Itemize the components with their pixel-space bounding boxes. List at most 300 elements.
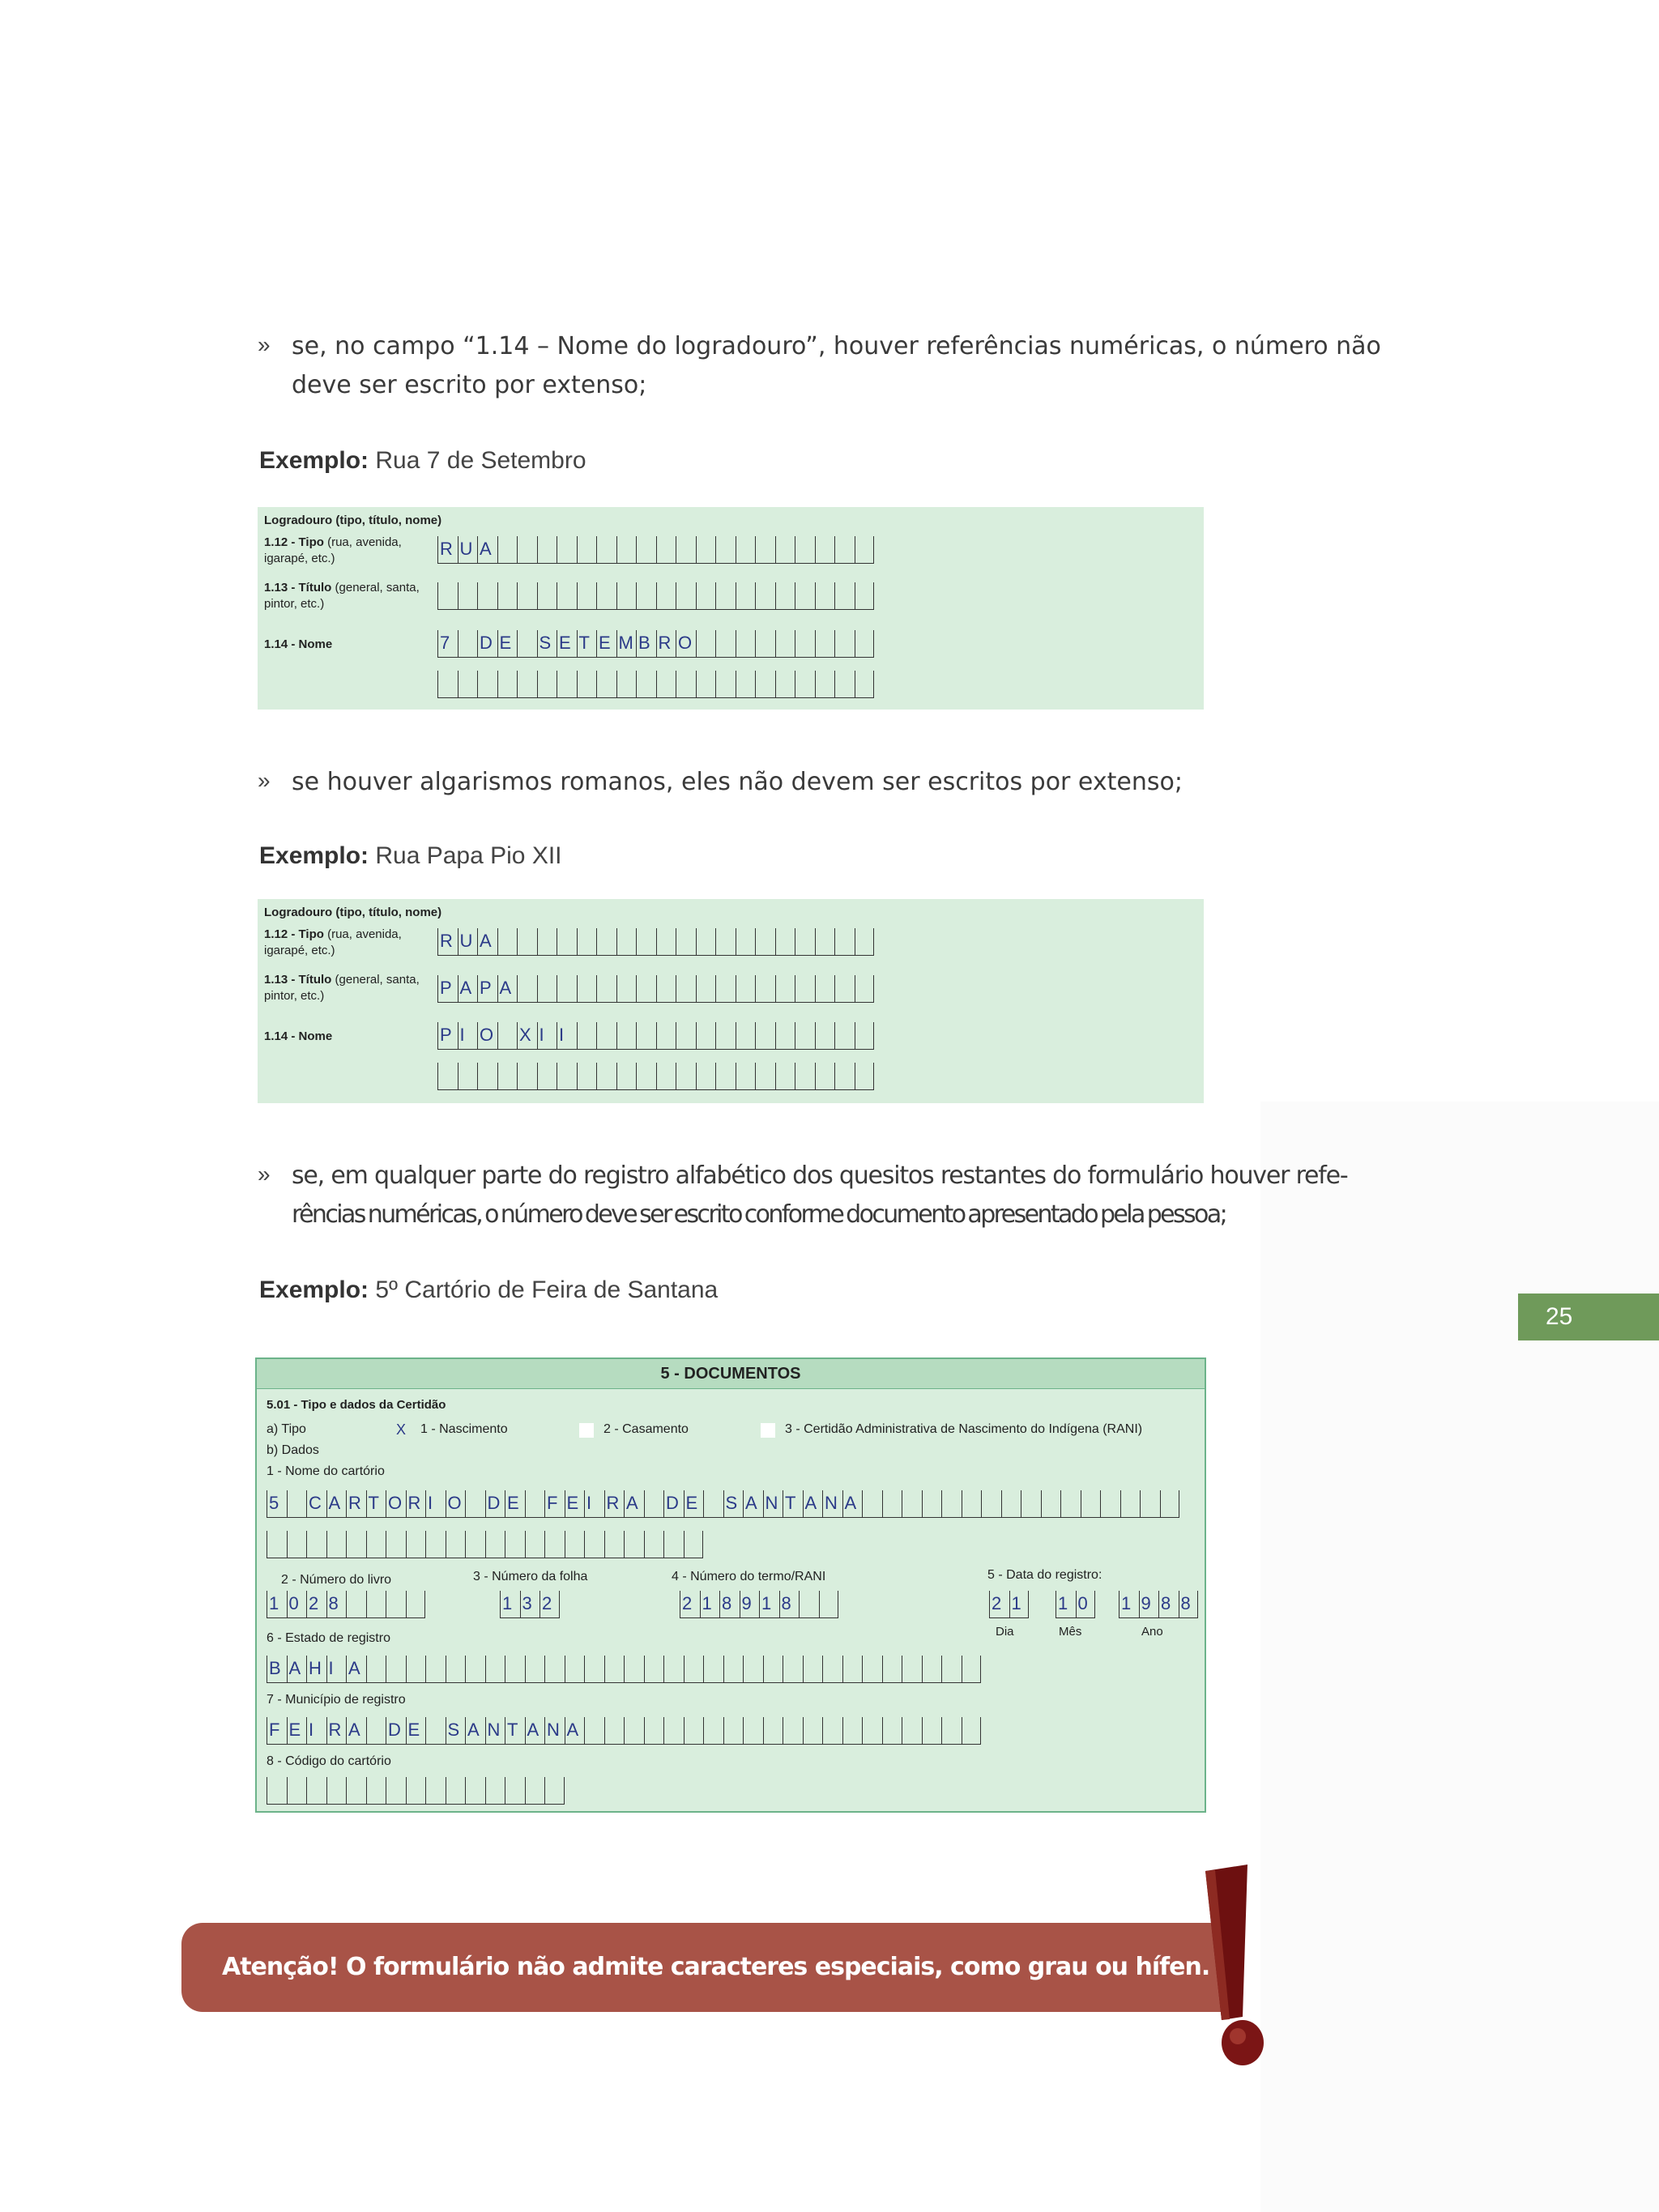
char-cell <box>775 1022 795 1050</box>
char-cell <box>815 536 835 564</box>
char-cell <box>736 536 756 564</box>
char-cell <box>676 928 696 956</box>
char-cell <box>458 671 478 698</box>
char-cell <box>346 1777 366 1805</box>
char-cell: A <box>458 975 478 1003</box>
example-2 <box>259 842 562 870</box>
char-cell <box>525 1531 545 1558</box>
form-2-titulo-field[interactable] <box>437 975 874 1003</box>
char-cell <box>624 1656 644 1683</box>
char-cell: R <box>406 1490 426 1518</box>
char-cell: D <box>386 1717 406 1745</box>
char-cell: I <box>537 1022 557 1050</box>
page-number: 25 <box>1518 1294 1659 1340</box>
char-cell <box>537 928 557 956</box>
char-cell: A <box>477 928 497 956</box>
form-1-tipo-field[interactable] <box>437 536 874 564</box>
folha-field[interactable] <box>500 1591 560 1618</box>
form-1-nome-field-1[interactable] <box>437 630 874 658</box>
char-cell <box>544 1777 565 1805</box>
char-cell: E <box>287 1717 307 1745</box>
char-cell: P <box>437 1022 458 1050</box>
char-cell: 1 <box>700 1591 720 1618</box>
char-cell <box>676 536 696 564</box>
char-cell <box>636 671 656 698</box>
char-cell <box>902 1490 922 1518</box>
char-cell <box>815 1063 835 1090</box>
char-cell <box>1081 1490 1101 1518</box>
char-cell <box>922 1490 942 1518</box>
char-cell <box>834 536 855 564</box>
char-cell <box>783 1656 803 1683</box>
mes-field[interactable] <box>1056 1591 1095 1618</box>
char-cell <box>517 928 537 956</box>
char-cell <box>497 582 518 610</box>
municipio-label: 7 - Município de registro <box>267 1693 406 1707</box>
char-cell: E <box>557 630 577 658</box>
form-1-titulo-label: 1.13 - Título (general, santa, pintor, etc.) <box>264 581 420 611</box>
char-cell <box>525 1777 545 1805</box>
char-cell <box>517 582 537 610</box>
char-cell <box>656 928 676 956</box>
char-cell <box>557 582 577 610</box>
char-cell: R <box>437 536 458 564</box>
char-cell: E <box>505 1490 525 1518</box>
char-cell <box>862 1490 882 1518</box>
char-cell <box>696 1022 716 1050</box>
char-cell: S <box>723 1490 744 1518</box>
char-cell <box>497 928 518 956</box>
char-cell <box>715 1063 736 1090</box>
cartorio-field-1[interactable] <box>267 1490 1179 1518</box>
char-cell <box>795 671 815 698</box>
char-cell <box>287 1777 307 1805</box>
char-cell <box>366 1531 386 1558</box>
page-edge-shade <box>1260 1102 1659 2212</box>
char-cell: F <box>267 1717 287 1745</box>
char-cell <box>517 975 537 1003</box>
opt-rani: 3 - Certidão Administrativa de Nascimento do Indígena (RANI) <box>785 1422 1143 1436</box>
char-cell: A <box>287 1656 307 1683</box>
char-cell <box>775 582 795 610</box>
char-cell <box>326 1777 347 1805</box>
char-cell <box>386 1531 406 1558</box>
char-cell <box>557 975 577 1003</box>
char-cell <box>425 1717 446 1745</box>
char-cell: 7 <box>437 630 458 658</box>
form-2-tipo-field[interactable] <box>437 928 874 956</box>
char-cell: A <box>743 1490 763 1518</box>
data-label: 5 - Data do registro: <box>987 1568 1102 1582</box>
char-cell: 1 <box>759 1591 779 1618</box>
char-cell <box>267 1531 287 1558</box>
char-cell <box>715 582 736 610</box>
char-cell <box>703 1490 723 1518</box>
char-cell <box>517 536 537 564</box>
termo-field[interactable] <box>680 1591 838 1618</box>
char-cell: F <box>544 1490 565 1518</box>
char-cell <box>465 1531 485 1558</box>
char-cell: T <box>366 1490 386 1518</box>
char-cell <box>736 582 756 610</box>
form-1-header: Logradouro (tipo, título, nome) <box>264 514 442 527</box>
char-cell <box>525 1656 545 1683</box>
dia-field[interactable] <box>989 1591 1029 1618</box>
char-cell <box>437 582 458 610</box>
char-cell <box>755 630 775 658</box>
form-1-nome-field-2[interactable] <box>437 671 874 698</box>
example-3-label: Exemplo: <box>259 1276 369 1303</box>
char-cell <box>525 1490 545 1518</box>
char-cell: O <box>386 1490 406 1518</box>
char-cell <box>795 1022 815 1050</box>
char-cell: U <box>458 928 478 956</box>
char-cell <box>1021 1490 1041 1518</box>
char-cell <box>656 582 676 610</box>
char-cell: N <box>485 1717 505 1745</box>
char-cell <box>799 1591 819 1618</box>
char-cell: I <box>557 1022 577 1050</box>
char-cell <box>815 975 835 1003</box>
char-cell <box>696 536 716 564</box>
char-cell: N <box>763 1490 783 1518</box>
char-cell <box>676 975 696 1003</box>
paragraph-1-line-2: deve ser escrito por extenso; <box>292 371 647 399</box>
exclamation-icon <box>1191 1863 1288 2075</box>
example-3 <box>259 1276 718 1304</box>
char-cell <box>366 1656 386 1683</box>
char-cell: I <box>425 1490 446 1518</box>
char-cell <box>902 1717 922 1745</box>
char-cell: A <box>497 975 518 1003</box>
char-cell <box>822 1656 842 1683</box>
char-cell <box>684 1717 704 1745</box>
char-cell <box>616 928 637 956</box>
char-cell: R <box>346 1490 366 1518</box>
char-cell <box>822 1717 842 1745</box>
char-cell: X <box>517 1022 537 1050</box>
bullet-3: » <box>258 1161 271 1187</box>
char-cell <box>557 1063 577 1090</box>
char-cell <box>676 1063 696 1090</box>
char-cell <box>723 1656 744 1683</box>
char-cell <box>577 1063 597 1090</box>
char-cell: N <box>822 1490 842 1518</box>
char-cell <box>656 536 676 564</box>
char-cell <box>703 1656 723 1683</box>
char-cell: T <box>505 1717 525 1745</box>
char-cell <box>616 582 637 610</box>
char-cell: 1 <box>1119 1591 1139 1618</box>
char-cell: 1 <box>1056 1591 1076 1618</box>
char-cell <box>485 1777 505 1805</box>
char-cell <box>962 1490 982 1518</box>
char-cell <box>584 1656 604 1683</box>
char-cell: 1 <box>1009 1591 1030 1618</box>
char-cell: I <box>306 1717 326 1745</box>
char-cell: D <box>477 630 497 658</box>
paragraph-2: se houver algarismos romanos, eles não devem ser escritos por extenso; <box>292 768 1183 796</box>
logradouro-form-1 <box>258 507 1204 710</box>
char-cell <box>834 1063 855 1090</box>
paragraph-3-line-1: se, em qualquer parte do registro alfabético dos quesitos restantes do formulário houver refe- <box>292 1161 1348 1190</box>
char-cell <box>834 671 855 698</box>
paragraph-3-line-2: rências numéricas, o número deve ser escrito conforme documento apresentado pela pessoa; <box>292 1200 1226 1229</box>
char-cell: S <box>446 1717 466 1745</box>
char-cell: A <box>465 1717 485 1745</box>
char-cell <box>366 1777 386 1805</box>
char-cell <box>577 928 597 956</box>
char-cell <box>1001 1490 1021 1518</box>
char-cell: I <box>458 1022 478 1050</box>
char-cell <box>497 671 518 698</box>
tipo-label: a) Tipo <box>267 1422 306 1436</box>
char-cell <box>855 536 875 564</box>
char-cell <box>783 1717 803 1745</box>
char-cell <box>636 582 656 610</box>
char-cell <box>616 671 637 698</box>
char-cell <box>1060 1490 1081 1518</box>
char-cell: A <box>803 1490 823 1518</box>
form-2-nome-field-1[interactable] <box>437 1022 874 1050</box>
char-cell <box>386 1591 406 1618</box>
livro-label: 2 - Número do livro <box>281 1573 392 1587</box>
char-cell <box>696 975 716 1003</box>
char-cell <box>596 582 616 610</box>
char-cell <box>636 928 656 956</box>
char-cell <box>696 671 716 698</box>
estado-label: 6 - Estado de registro <box>267 1631 390 1645</box>
documents-title: 5 - DOCUMENTOS <box>257 1359 1205 1389</box>
char-cell: E <box>406 1717 426 1745</box>
char-cell: 5 <box>267 1490 287 1518</box>
char-cell <box>287 1490 307 1518</box>
char-cell: A <box>346 1717 366 1745</box>
char-cell <box>842 1717 863 1745</box>
char-cell: I <box>326 1656 347 1683</box>
char-cell <box>696 630 716 658</box>
char-cell <box>755 671 775 698</box>
char-cell <box>465 1777 485 1805</box>
casamento-checkbox[interactable] <box>579 1423 594 1438</box>
char-cell <box>855 975 875 1003</box>
form-1-nome-label: 1.14 - Nome <box>264 637 333 651</box>
char-cell: A <box>477 536 497 564</box>
char-cell <box>815 630 835 658</box>
char-cell <box>577 975 597 1003</box>
char-cell <box>862 1656 882 1683</box>
char-cell <box>425 1531 446 1558</box>
char-cell <box>902 1656 922 1683</box>
char-cell <box>736 671 756 698</box>
char-cell <box>763 1717 783 1745</box>
char-cell <box>485 1656 505 1683</box>
char-cell: T <box>577 630 597 658</box>
char-cell <box>855 1063 875 1090</box>
char-cell <box>795 630 815 658</box>
example-2-text: Rua Papa Pio XII <box>369 842 562 869</box>
char-cell <box>663 1656 684 1683</box>
char-cell <box>537 582 557 610</box>
char-cell <box>624 1717 644 1745</box>
char-cell <box>477 671 497 698</box>
char-cell <box>795 975 815 1003</box>
char-cell <box>815 582 835 610</box>
char-cell <box>815 928 835 956</box>
ano-label: Ano <box>1141 1625 1163 1639</box>
char-cell <box>862 1717 882 1745</box>
char-cell <box>458 1063 478 1090</box>
char-cell <box>882 1490 902 1518</box>
char-cell: 1 <box>500 1591 520 1618</box>
char-cell: A <box>624 1490 644 1518</box>
char-cell <box>882 1656 902 1683</box>
char-cell <box>636 1022 656 1050</box>
char-cell: C <box>306 1490 326 1518</box>
char-cell <box>287 1531 307 1558</box>
char-cell <box>584 1717 604 1745</box>
estado-field[interactable] <box>267 1656 981 1683</box>
attention-text: Atenção! O formulário não admite caracteres especiais, como grau ou hífen. <box>222 1953 1210 1981</box>
char-cell: E <box>565 1490 585 1518</box>
char-cell <box>922 1656 942 1683</box>
dia-label: Dia <box>996 1625 1014 1639</box>
char-cell <box>596 1022 616 1050</box>
char-cell: B <box>636 630 656 658</box>
char-cell <box>616 536 637 564</box>
char-cell <box>775 975 795 1003</box>
char-cell <box>616 975 637 1003</box>
rani-checkbox[interactable] <box>761 1423 775 1438</box>
char-cell <box>855 671 875 698</box>
char-cell <box>696 1063 716 1090</box>
char-cell <box>755 1022 775 1050</box>
form-1-titulo-field[interactable] <box>437 582 874 610</box>
form-2-nome-field-2[interactable] <box>437 1063 874 1090</box>
char-cell: O <box>477 1022 497 1050</box>
char-cell: 9 <box>1139 1591 1159 1618</box>
char-cell <box>696 582 716 610</box>
section-label: 5.01 - Tipo e dados da Certidão <box>267 1398 446 1412</box>
paragraph-1-line-1: se, no campo “1.14 – Nome do logradouro”, houver referências numéricas, o número não <box>292 332 1381 360</box>
char-cell: N <box>544 1717 565 1745</box>
char-cell: E <box>684 1490 704 1518</box>
char-cell <box>557 671 577 698</box>
char-cell <box>676 582 696 610</box>
char-cell <box>517 630 537 658</box>
char-cell <box>755 928 775 956</box>
char-cell: U <box>458 536 478 564</box>
char-cell: A <box>346 1656 366 1683</box>
char-cell: R <box>604 1490 625 1518</box>
char-cell <box>834 928 855 956</box>
cartorio-label: 1 - Nome do cartório <box>267 1464 385 1478</box>
char-cell <box>723 1717 744 1745</box>
char-cell <box>1100 1490 1120 1518</box>
char-cell <box>755 1063 775 1090</box>
char-cell: 2 <box>680 1591 700 1618</box>
char-cell: E <box>596 630 616 658</box>
char-cell <box>517 1063 537 1090</box>
char-cell <box>537 536 557 564</box>
ano-field[interactable] <box>1119 1591 1198 1618</box>
char-cell <box>505 1656 525 1683</box>
char-cell <box>819 1591 839 1618</box>
livro-field[interactable] <box>267 1591 425 1618</box>
char-cell <box>544 1531 565 1558</box>
opt-casamento: 2 - Casamento <box>603 1422 689 1436</box>
cartorio-field-2[interactable] <box>267 1531 703 1558</box>
char-cell <box>676 671 696 698</box>
char-cell <box>795 928 815 956</box>
attention-banner <box>181 1923 1235 2012</box>
char-cell: I <box>584 1490 604 1518</box>
char-cell <box>485 1531 505 1558</box>
char-cell <box>306 1777 326 1805</box>
municipio-field[interactable] <box>267 1717 981 1745</box>
char-cell <box>941 1490 962 1518</box>
char-cell <box>715 928 736 956</box>
char-cell <box>517 671 537 698</box>
char-cell <box>736 1022 756 1050</box>
char-cell: A <box>565 1717 585 1745</box>
logradouro-form-2 <box>258 899 1204 1103</box>
char-cell <box>497 1022 518 1050</box>
char-cell <box>736 1063 756 1090</box>
char-cell: 2 <box>539 1591 560 1618</box>
char-cell <box>715 630 736 658</box>
char-cell <box>537 1063 557 1090</box>
char-cell <box>346 1531 366 1558</box>
form-1-tipo-label: 1.12 - Tipo (rua, avenida, igarapé, etc.) <box>264 535 402 565</box>
char-cell <box>855 928 875 956</box>
char-cell <box>703 1717 723 1745</box>
char-cell <box>834 975 855 1003</box>
codigo-field[interactable] <box>267 1777 565 1805</box>
char-cell: R <box>326 1717 347 1745</box>
char-cell <box>544 1656 565 1683</box>
char-cell <box>267 1777 287 1805</box>
char-cell <box>795 1063 815 1090</box>
char-cell <box>795 536 815 564</box>
char-cell <box>1041 1490 1061 1518</box>
char-cell <box>505 1777 525 1805</box>
char-cell: R <box>437 928 458 956</box>
example-1 <box>259 447 586 475</box>
form-2-header: Logradouro (tipo, título, nome) <box>264 906 442 919</box>
char-cell <box>834 582 855 610</box>
char-cell <box>962 1656 982 1683</box>
char-cell <box>366 1717 386 1745</box>
char-cell <box>775 536 795 564</box>
char-cell <box>663 1717 684 1745</box>
char-cell: B <box>267 1656 287 1683</box>
char-cell <box>565 1656 585 1683</box>
char-cell <box>755 975 775 1003</box>
char-cell <box>834 1022 855 1050</box>
char-cell: 8 <box>1179 1591 1199 1618</box>
nascimento-checkbox[interactable]: X <box>396 1421 407 1438</box>
char-cell: A <box>842 1490 863 1518</box>
char-cell <box>1120 1490 1141 1518</box>
bullet-1: » <box>258 332 271 357</box>
char-cell <box>636 975 656 1003</box>
char-cell <box>922 1717 942 1745</box>
char-cell <box>736 928 756 956</box>
char-cell: 8 <box>779 1591 800 1618</box>
char-cell <box>326 1531 347 1558</box>
char-cell <box>577 536 597 564</box>
